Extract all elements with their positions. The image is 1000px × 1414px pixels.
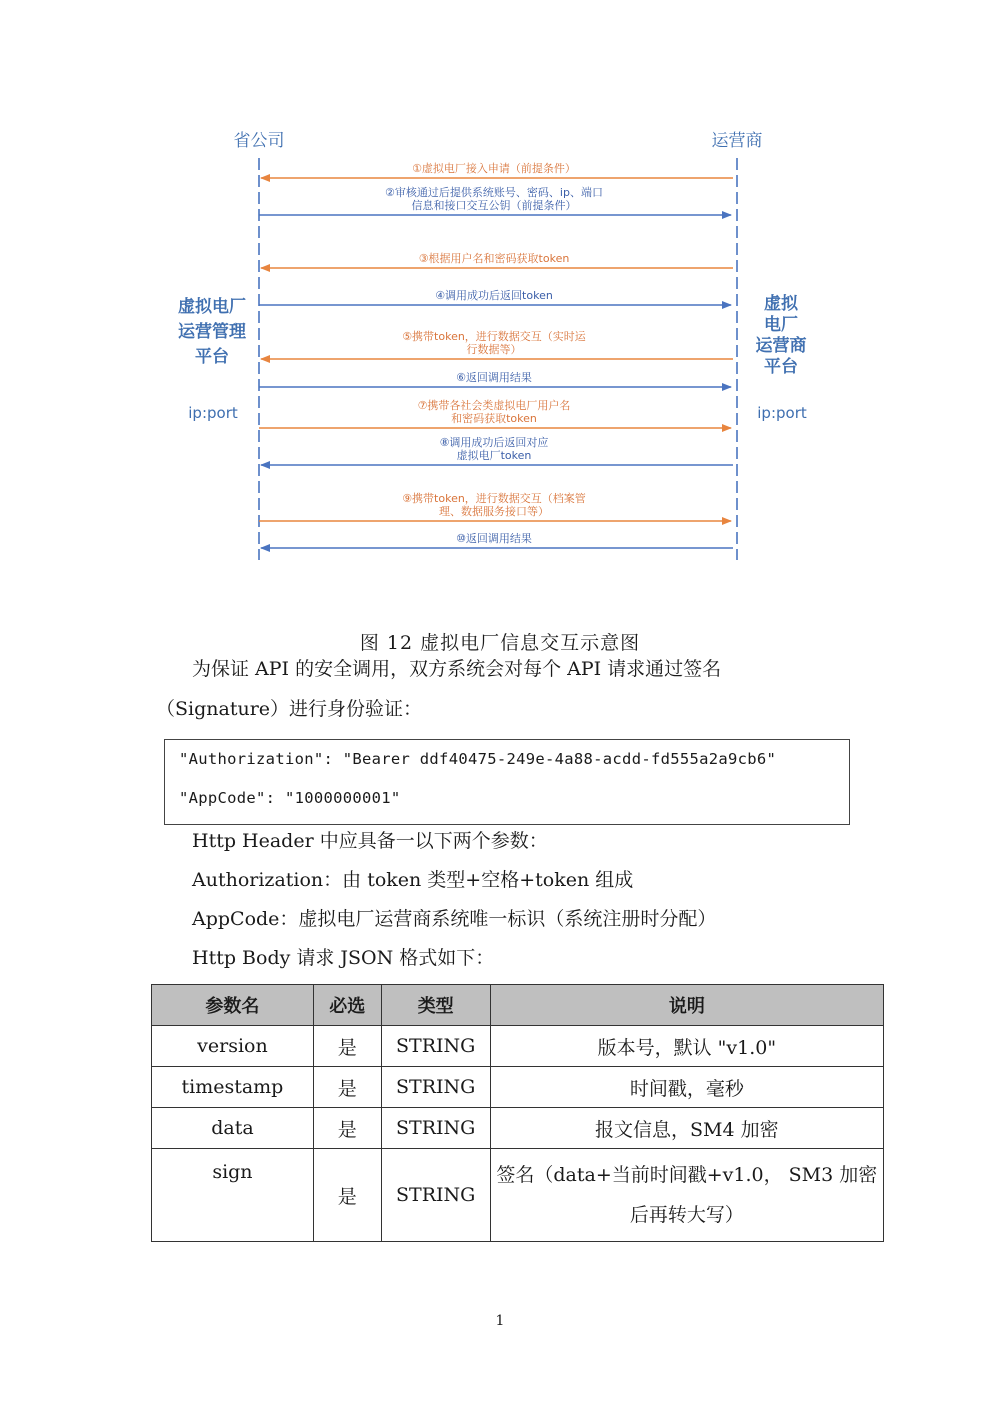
cell-description: 时间戳，毫秒: [490, 1067, 883, 1108]
cell-name: version: [152, 1026, 314, 1067]
right-platform-line3: 运营商: [755, 336, 807, 356]
note-appcode: AppCode：虚拟电厂运营商系统唯一标识（系统注册时分配）: [192, 908, 717, 930]
message-label-8-line2: 虚拟电厂token: [456, 449, 532, 462]
note-http-header: Http Header 中应具备一以下两个参数：: [192, 830, 548, 852]
parameter-table: [151, 984, 884, 1242]
message-label-1-line1: ①虚拟电厂接入申请（前提条件）: [412, 162, 576, 175]
message-label-7-line1: ⑦携带各社会类虚拟电厂用户名: [417, 399, 571, 412]
cell-description: [490, 1149, 883, 1242]
cell-required: 是: [313, 1026, 381, 1067]
table-row: [152, 1026, 884, 1067]
code-line-authorization: "Authorization": "Bearer ddf40475-249e-4a88-acdd-fd555a2a9cb6": [179, 750, 777, 768]
right-participant-title: 运营商: [711, 131, 763, 151]
right-platform-line1: 虚拟: [764, 294, 798, 314]
right-platform-line2: 电厂: [764, 315, 798, 335]
header-required: 必选: [313, 985, 381, 1026]
message-label-2-line1: ②审核通过后提供系统账号、密码、ip、端口: [385, 186, 603, 199]
left-platform-line3: 平台: [195, 347, 229, 367]
interaction-sequence-diagram: [0, 0, 1000, 600]
left-platform-line2: 运营管理: [178, 322, 246, 342]
right-port: ip:port: [757, 404, 807, 422]
cell-required: 是: [313, 1067, 381, 1108]
table-row: [152, 1067, 884, 1108]
cell-description-line2: 后再转大写）: [629, 1204, 744, 1226]
message-label-7-line2: 和密码获取token: [451, 412, 537, 425]
cell-type: STRING: [381, 1067, 490, 1108]
table-row: [152, 1149, 884, 1242]
message-label-10-line1: ⑩返回调用结果: [456, 532, 532, 545]
cell-type: STRING: [381, 1026, 490, 1067]
page-number: 1: [495, 1313, 505, 1329]
cell-type: STRING: [381, 1149, 490, 1242]
header-description: 说明: [490, 985, 883, 1026]
header-type: 类型: [381, 985, 490, 1026]
table-row: [152, 1108, 884, 1149]
message-label-2-line2: 信息和接口交互公钥（前提条件）: [411, 199, 577, 212]
intro-paragraph-line1: 为保证 API 的安全调用，双方系统会对每个 API 请求通过签名: [192, 658, 722, 680]
cell-required: 是: [313, 1149, 381, 1242]
cell-name: sign: [152, 1149, 314, 1242]
table-header-row: [152, 985, 884, 1026]
left-port: ip:port: [188, 404, 238, 422]
message-label-6-line1: ⑥返回调用结果: [456, 371, 532, 384]
figure-caption: 图 12 虚拟电厂信息交互示意图: [359, 632, 641, 654]
cell-description: 版本号，默认 "v1.0": [490, 1026, 883, 1067]
message-label-5-line1: ⑤携带token，进行数据交互（实时运: [402, 330, 586, 343]
code-line-appcode: "AppCode": "1000000001": [179, 789, 401, 807]
cell-description-line1: 签名（data+当前时间戳+v1.0， SM3 加密: [496, 1164, 878, 1186]
cell-type: STRING: [381, 1108, 490, 1149]
cell-description: 报文信息，SM4 加密: [490, 1108, 883, 1149]
message-label-4-line1: ④调用成功后返回token: [435, 289, 553, 302]
right-platform-line4: 平台: [764, 357, 798, 377]
left-participant-title: 省公司: [233, 131, 285, 151]
cell-required: 是: [313, 1108, 381, 1149]
message-label-9-line1: ⑨携带token，进行数据交互（档案管: [402, 492, 586, 505]
message-arrows: [259, 161, 733, 548]
code-block: [164, 739, 850, 825]
header-param-name: 参数名: [152, 985, 314, 1026]
message-label-5-line2: 行数据等）: [466, 343, 522, 356]
message-label-3-line1: ③根据用户名和密码获取token: [418, 252, 570, 265]
note-authorization: Authorization：由 token 类型+空格+token 组成: [192, 869, 634, 891]
message-label-8-line1: ⑧调用成功后返回对应: [439, 436, 549, 449]
note-http-body: Http Body 请求 JSON 格式如下：: [192, 947, 495, 969]
intro-paragraph-line2: （Signature）进行身份验证：: [156, 698, 423, 720]
cell-name: data: [152, 1108, 314, 1149]
message-label-9-line2: 理、数据服务接口等）: [439, 505, 549, 518]
left-platform-line1: 虚拟电厂: [178, 297, 246, 317]
cell-name: timestamp: [152, 1067, 314, 1108]
